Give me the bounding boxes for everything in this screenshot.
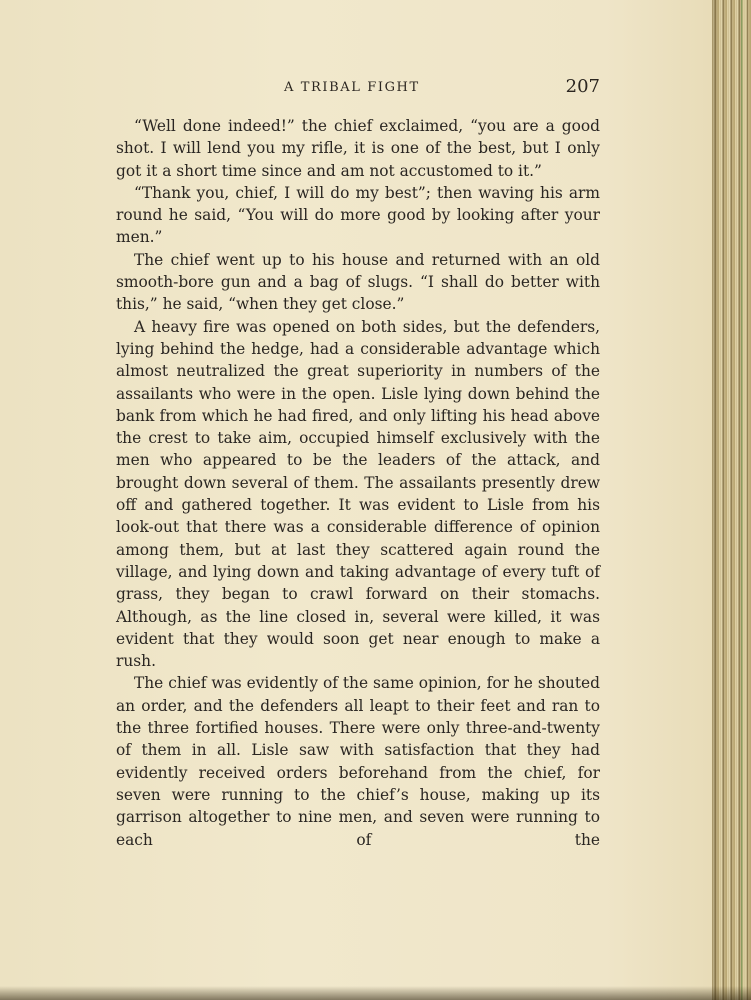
- paragraph: A heavy fire was opened on both sides, but the defenders, lying behind the hedge, had a considerable advantage which almost neutralized the great superiority in numbers of the assailants who were in the open. Lisle lying down behind the bank from which he had fired, and only lifting his head above the crest to take aim, occupied himself exclusively with the men who appeared to be the leaders of the attack, and brought down several of them. The assailants presently drew off and gathered together. It was evident to Lisle from his look-out that there was a considerable difference of opinion among them, but at last they scattered again round the village, and lying down and taking advantage of every tuft of grass, they began to crawl forward on their stomachs. Although, as the line closed in, several were killed, it was evident that they would soon get near enough to make a rush.: [116, 317, 600, 671]
- paragraph: The chief went up to his house and returned with an old smooth-bore gun and a bag of slugs. “I shall do better with this,” he said, “when they get close.”: [116, 250, 600, 314]
- page-stack-edge: [712, 0, 751, 1000]
- paragraph: The chief was evidently of the same opinion, for he shouted an order, and the defenders all leapt to their feet and ran to the three fortified houses. There were only three-and-twenty of them in all. Lisle saw with satisfaction that they had evidently received orders beforehand from the chief, for seven were running to the chief’s house, making up its garrison altogether to nine men, and seven were running to each of the: [116, 674, 600, 849]
- page-edge-texture: [741, 0, 747, 1000]
- page-header: [284, 76, 600, 98]
- running-title: A TRIBAL FIGHT: [284, 80, 420, 95]
- page-number: 207: [565, 76, 600, 97]
- paragraph: “Well done indeed!” the chief exclaimed, “you are a good shot. I will lend you my rifle, it is one of the best, but I only got it a short time since and am not accustomed to it.”: [116, 117, 600, 180]
- body-text: [116, 115, 600, 851]
- paragraph: “Thank you, chief, I will do my best”; then waving his arm round he said, “You will do more good by looking after your men.”: [116, 183, 600, 247]
- bottom-shadow: [0, 986, 751, 1000]
